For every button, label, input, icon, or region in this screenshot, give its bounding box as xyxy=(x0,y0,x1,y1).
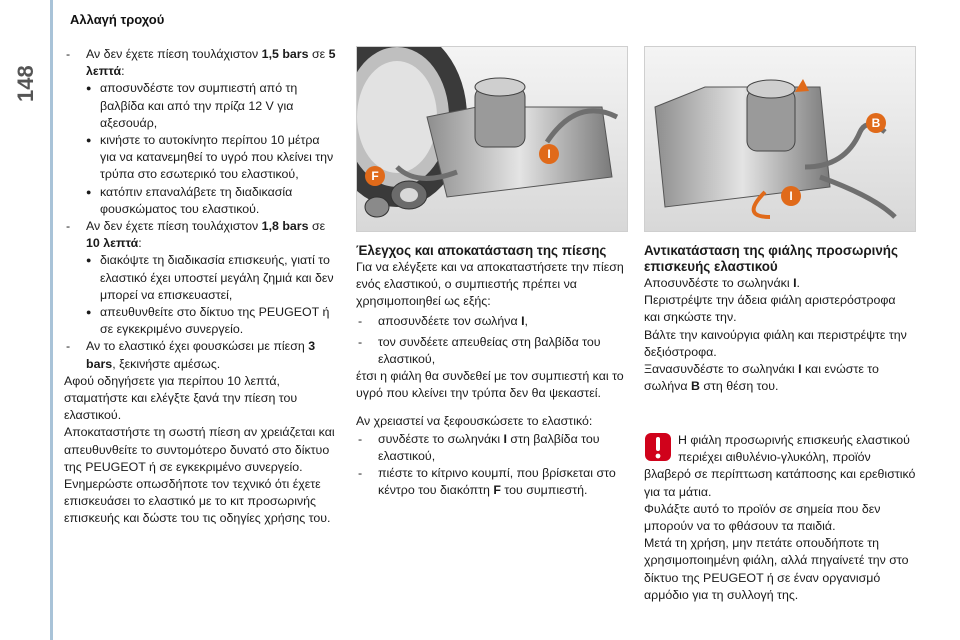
step-disconnect: Αποσυνδέστε το σωληνάκι I. xyxy=(644,276,800,290)
list-item: ● απευθυνθείτε στο δίκτυο της PEUGEOT ή σε εγκεκριμένο συνεργείο. xyxy=(64,304,336,338)
column-3 xyxy=(644,243,914,395)
list-item: ● διακόψτε τη διαδικασία επισκευής, γιατί το ελαστικό έχει υποστεί μεγάλη ζημιά και δεν μπορεί να επισκευαστεί, xyxy=(64,252,336,304)
compressor-illustration xyxy=(356,46,628,232)
paragraph-intro: Για να ελέγξετε και να αποκαταστήσετε την πίεση ενός ελαστικού, ο συμπιεστής πρέπει να χρησιμοποιηθεί ως εξής: xyxy=(356,260,624,309)
marker-i: I xyxy=(547,147,551,161)
bottle-replacement-illustration xyxy=(644,46,916,232)
section-title-pressure: Έλεγχος και αποκατάσταση της πίεσης xyxy=(356,243,607,258)
marker-i: I xyxy=(789,189,793,203)
section-title-bottle: Αντικατάσταση της φιάλης προσωρινής επισκευής ελαστικού xyxy=(644,243,898,274)
column-1 xyxy=(64,46,336,528)
marker-b: B xyxy=(871,116,881,130)
list-item: - αποσυνδέετε τον σωλήνα I, xyxy=(356,313,628,330)
warning-icon xyxy=(644,432,672,462)
pressure-item-1: - Αν δεν έχετε πίεση τουλάχιστον 1,5 bars σε 5 λεπτά: xyxy=(64,46,336,80)
pressure-item-3: - Αν το ελαστικό έχει φουσκώσει με πίεση 3 bars, ξεκινήστε αμέσως. xyxy=(64,338,336,372)
paragraph-restore: Αποκαταστήστε τη σωστή πίεση αν χρειάζεται και απευθυνθείτε το συντομότερο δυνατό στο δίκτυο της PEUGEOT ή σε εγκεκριμένο συνεργείο. xyxy=(64,425,335,474)
step-reconnect: Ξανασυνδέστε το σωληνάκι I και ενώστε το σωλήνα B στη θέση του. xyxy=(644,362,879,394)
step-remove: Περιστρέψτε την άδεια φιάλη αριστερόστροφα και σηκώστε την. xyxy=(644,293,896,325)
list-item: ● κατόπιν επαναλάβετε τη διαδικασία φουσκώματος του ελαστικού. xyxy=(64,184,336,218)
pressure-item-2: - Αν δεν έχετε πίεση τουλάχιστον 1,8 bars σε 10 λεπτά: xyxy=(64,218,336,252)
list-item: ● αποσυνδέστε τον συμπιεστή από τη βαλβίδα και από την πρίζα 12 V για αξεσουάρ, xyxy=(64,80,336,132)
paragraph-after: έτσι η φιάλη θα συνδεθεί με τον συμπιεστή και το υγρό που κλείνει την τρύπα δεν θα ψεκαστεί. xyxy=(356,369,624,401)
paragraph-deflate: Αν χρειαστεί να ξεφουσκώσετε το ελαστικό: xyxy=(356,413,593,428)
page-number: 148 xyxy=(13,65,38,102)
warning-text-2: Φυλάξτε αυτό το προϊόν σε σημεία που δεν μπορούν να το φθάσουν τα παιδιά. xyxy=(644,501,881,534)
page-title: Αλλαγή τροχού xyxy=(70,12,165,27)
paragraph-drive: Αφού οδηγήσετε για περίπου 10 λεπτά, σταματήστε και ελέγξτε ξανά την πίεση του ελαστικού. xyxy=(64,373,298,423)
list-item: - τον συνδέετε απευθείας στη βαλβίδα του ελαστικού, xyxy=(356,334,628,368)
list-item: ● κινήστε το αυτοκίνητο περίπου 10 μέτρα για να κατανεμηθεί το υγρό που κλείνει την τρύπα στο εσωτερικό του ελαστικού, xyxy=(64,132,336,184)
paragraph-inform: Ενημερώστε οπωσδήποτε τον τεχνικό ότι έχετε επισκευάσει το ελαστικό με το κιτ προσωρινής επισκευής και δώστε του τις οδηγίες χρήσης του. xyxy=(64,477,331,526)
warning-text-3: Μετά τη χρήση, μην πετάτε οπουδήποτε τη χρησιμοποιημένη φιάλη, αλλά πηγαίνετέ την στο δίκτυο της PEUGEOT ή σε έναν οργανισμό αρμόδιο για τη συλλογή της. xyxy=(644,536,909,602)
list-item: - συνδέστε το σωληνάκι I στη βαλβίδα του ελαστικού, xyxy=(356,431,628,465)
step-insert: Βάλτε την καινούργια φιάλη και περιστρέψτε την δεξιόστροφα. xyxy=(644,327,907,359)
list-item: - πιέστε το κίτρινο κουμπί, που βρίσκεται στο κέντρο του διακόπτη F του συμπιεστή. xyxy=(356,465,628,499)
marker-f: F xyxy=(371,169,379,183)
column-2 xyxy=(356,243,628,500)
warning-text-1: Η φιάλη προσωρινής επισκευής ελαστικού περιέχει αιθυλένιο-γλυκόλη, προϊόν βλαβερό σε περίπτωση κατάποσης και ερεθιστικό για τα μάτια. xyxy=(644,433,916,499)
warning-note xyxy=(644,432,916,604)
